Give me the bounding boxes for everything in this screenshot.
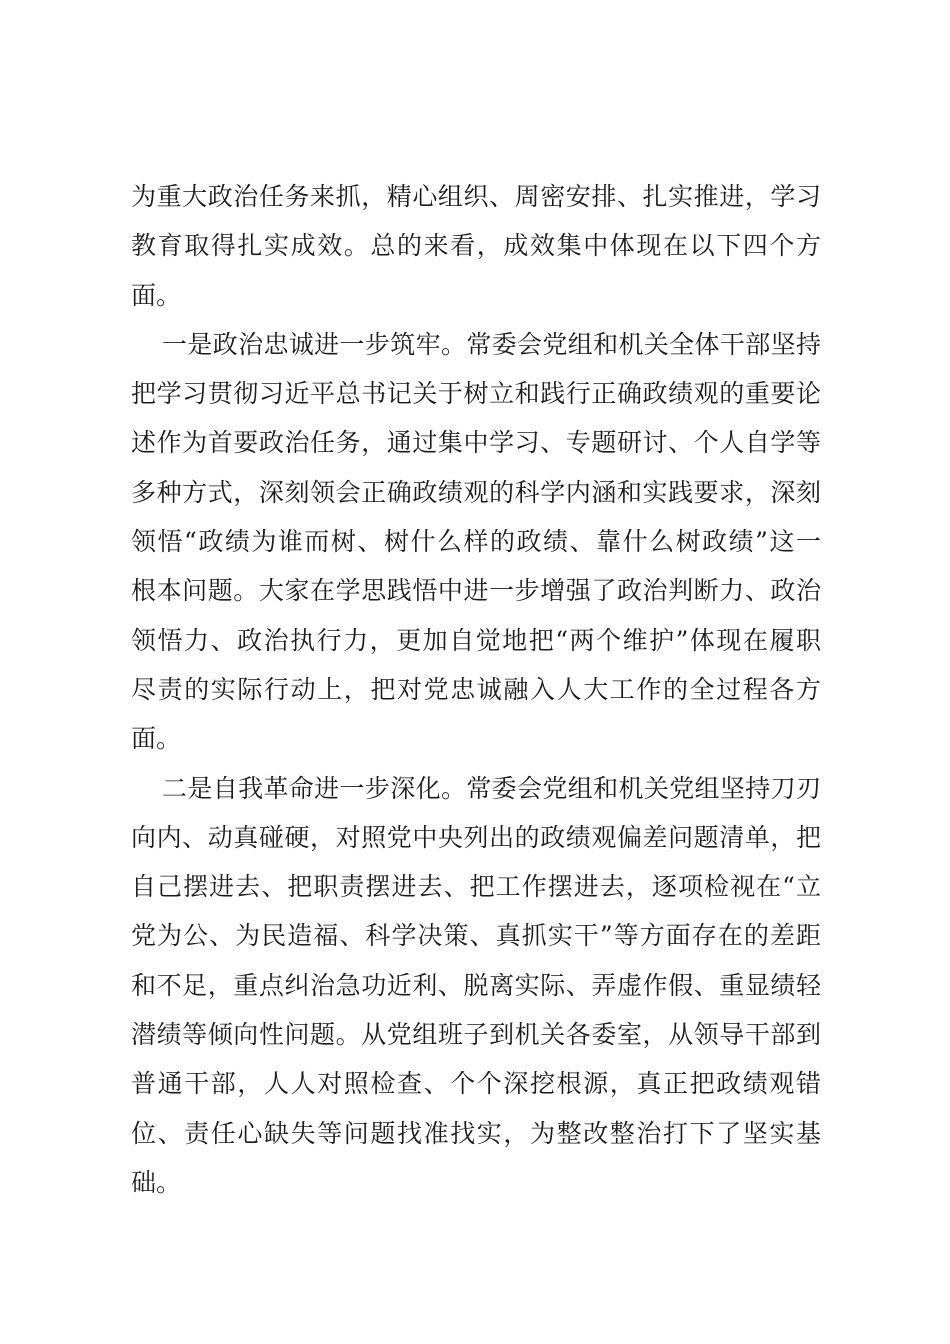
text-line: 二是自我革命进一步深化。常委会党组和机关党组坚持刀刃	[162, 773, 821, 803]
text-line: 一是政治忠诚进一步筑牢。常委会党组和机关全体干部坚持	[162, 329, 821, 359]
text-line: 多种方式，深刻领会正确政绩观的科学内涵和实践要求，深刻	[131, 477, 821, 507]
paragraph-intro	[131, 172, 821, 320]
text-line: 普通干部，人人对照检查、个个深挖根源，真正把政绩观错	[131, 1069, 821, 1099]
text-line: 根本问题。大家在学思践悟中进一步增强了政治判断力、政治	[131, 576, 821, 606]
document-body	[131, 172, 821, 1207]
text-line: 述作为首要政治任务，通过集中学习、专题研讨、个人自学等	[131, 428, 821, 458]
text-line: 位、责任心缺失等问题找准找实，为整改整治打下了坚实基	[131, 1118, 821, 1148]
text-line: 教育取得扎实成效。总的来看，成效集中体现在以下四个方	[131, 231, 821, 261]
paragraph-political-loyalty	[131, 320, 821, 764]
text-line: 为重大政治任务来抓，精心组织、周密安排、扎实推进，学习	[131, 182, 821, 211]
text-line: 潜绩等倾向性问题。从党组班子到机关各委室，从领导干部到	[131, 1020, 821, 1050]
text-line: 础。	[131, 1167, 182, 1197]
text-line: 自己摆进去、把职责摆进去、把工作摆进去，逐项检视在“立	[131, 872, 821, 902]
text-line: 和不足，重点纠治急功近利、脱离实际、弄虚作假、重显绩轻	[131, 970, 821, 1000]
text-line: 向内、动真碰硬，对照党中央列出的政绩观偏差问题清单，把	[131, 822, 821, 852]
text-line: 面。	[131, 280, 182, 310]
text-line: 把学习贯彻习近平总书记关于树立和践行正确政绩观的重要论	[131, 379, 821, 409]
text-line: 领悟“政绩为谁而树、树什么样的政绩、靠什么树政绩”这一	[131, 527, 821, 557]
text-line: 面。	[131, 724, 182, 754]
text-line: 领悟力、政治执行力，更加自觉地把“两个维护”体现在履职	[131, 625, 821, 655]
paragraph-self-revolution	[131, 764, 821, 1208]
text-line: 尽责的实际行动上，把对党忠诚融入人大工作的全过程各方	[131, 674, 821, 704]
text-line: 党为公、为民造福、科学决策、真抓实干”等方面存在的差距	[131, 921, 821, 951]
